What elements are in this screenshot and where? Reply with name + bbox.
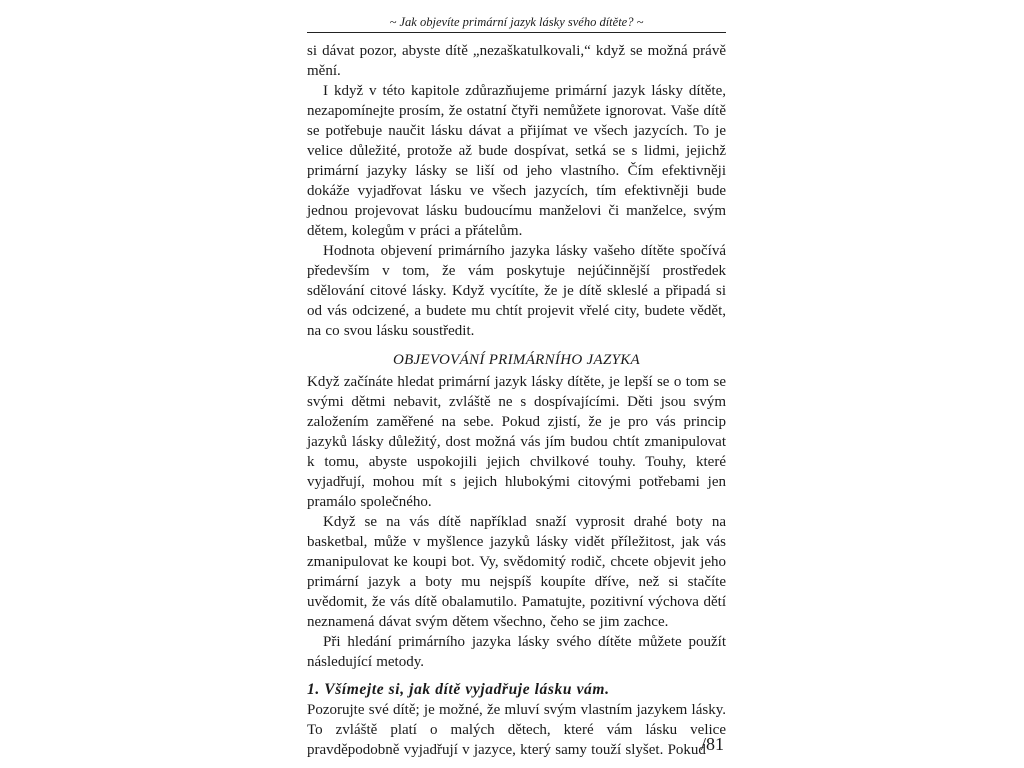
method-heading: 1. Všímejte si, jak dítě vyjadřuje lásku vám. [307,681,610,698]
paragraph: I když v této kapitole zdůrazňujeme primární jazyk lásky dítěte, nezapomínejte prosím, že ostatní čtyři nemůžete ignorovat. Vaše dítě se potřebuje naučit lásku dávat a přijímat ve všech jazycích. To je velice důležité, protože až bude dospívat, setká se s lidmi, jejichž primární jazyky lásky se liší od jeho vlastního. Čím efektivněji dokáže vyjadřovat lásku ve všech jazycích, tím efektivněji bude jednou projevovat lásku budoucímu manželovi či manželce, svým dětem, kolegům v práci a přátelům. [307,83,726,239]
paragraph: Když začínáte hledat primární jazyk lásky dítěte, je lepší se o tom se svými dětmi nebavit, zvláště ne s dospívajícími. Děti jsou svým založením zaměřené na sebe. Pokud zjistí, že je pro vás princip jazyků lásky důležitý, dost možná vás jím budou chtít zmanipulovat k tomu, abyste uspokojili jejich chvilkové touhy. Touhy, které vyjadřují, mohou mít s jejich hlubokými citovými potřebami jen pramálo společného. [307,374,726,510]
method-paragraphs [307,700,726,760]
paragraph: Hodnota objevení primárního jazyka lásky vašeho dítěte spočívá především v tom, že vám poskytuje nejúčinnější prostředek sdělování citové lásky. Když vycítíte, že je dítě skleslé a připadá si od vás odcizené, a budete mu chtít projevit vřelé city, budete vědět, na co svou lásku soustředit. [307,243,726,339]
paragraph: si dávat pozor, abyste dítě „nezaškatulkovali,“ když se možná právě mění. [307,43,726,79]
section-paragraphs [307,372,726,672]
running-head: ~ Jak objevíte primární jazyk lásky svého dítěte? ~ [307,10,726,33]
paragraph: Pozorujte své dítě; je možné, že mluví svým vlastním jazykem lásky. To zvláště platí o malých dětech, které vám lásku velice pravděpodobně vyjadřují v jazyce, který samy touží slyšet. Pokud [307,702,726,758]
body-text [307,41,726,760]
paragraph: Při hledání primárního jazyka lásky svého dítěte můžete použít následující metody. [307,634,726,670]
paragraph: Když se na vás dítě například snaží vyprosit drahé boty na basketbal, může v myšlence jazyků lásky vidět příležitost, jak vás zmanipulovat ke koupi bot. Vy, svědomitý rodič, chcete objevit jeho primární jazyk a boty mu nejspíš koupíte dříve, než si stačíte uvědomit, že vás dítě obalamutilo. Pamatujte, pozitivní výchova dětí neznamená dávat svým dětem všechno, čeho se jim zachce. [307,514,726,630]
intro-paragraphs [307,41,726,341]
book-page [307,10,726,758]
page-number: /81 [700,734,724,754]
section-heading: OBJEVOVÁNÍ PRIMÁRNÍHO JAZYKA [392,352,641,368]
